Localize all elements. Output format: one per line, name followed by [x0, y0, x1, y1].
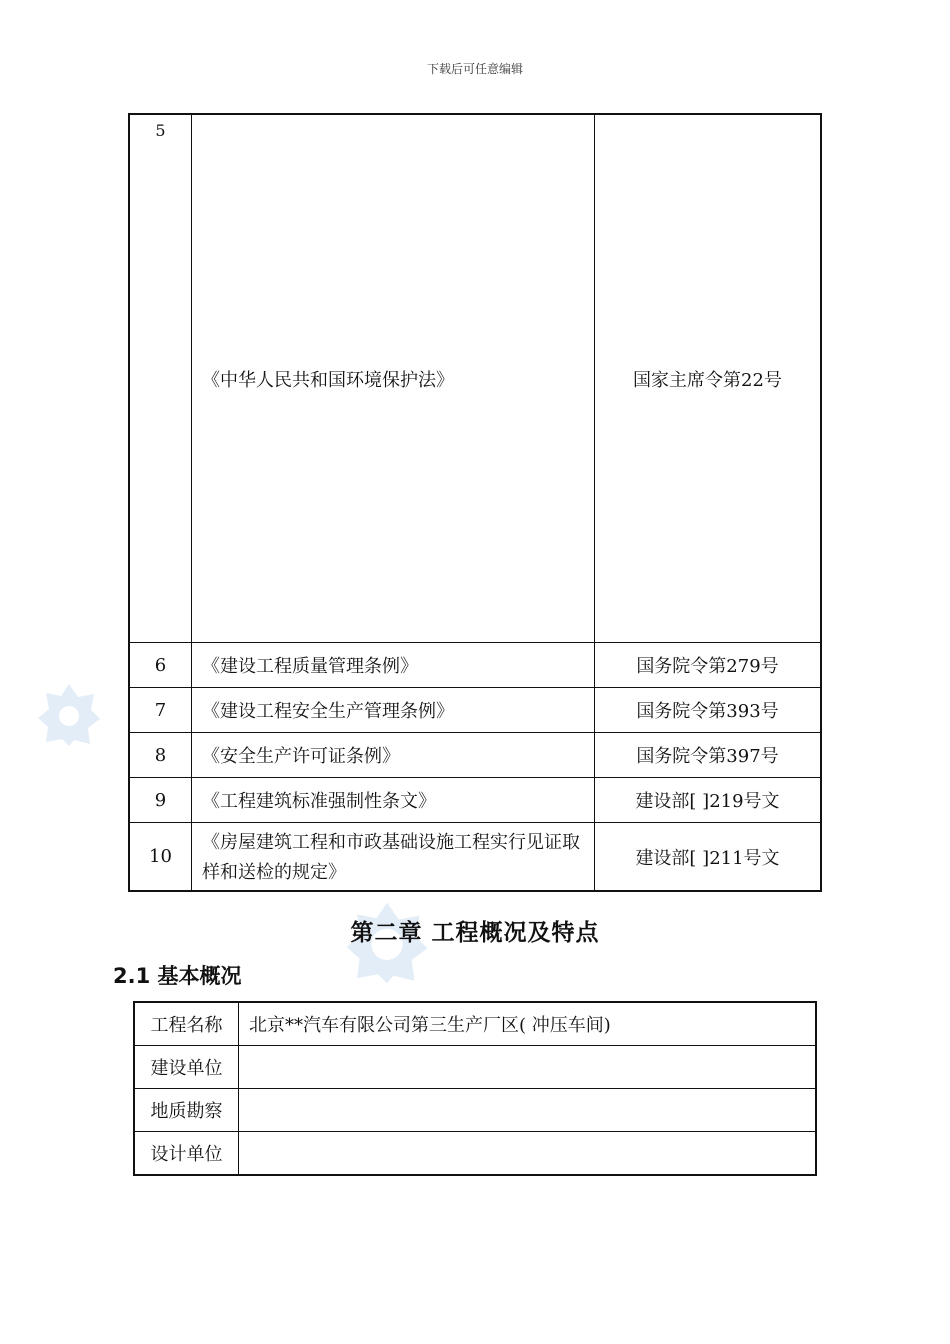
- reg-name: 《中华人民共和国环境保护法》: [192, 114, 595, 643]
- page-header-note: 下载后可任意编辑: [426, 62, 523, 76]
- reg-name: 《安全生产许可证条例》: [192, 733, 595, 778]
- info-value: [239, 1132, 817, 1176]
- reg-reference: 国务院令第393号: [595, 688, 822, 733]
- chapter-title: 第二章 工程概况及特点: [350, 920, 600, 946]
- info-label: 建设单位: [134, 1046, 239, 1089]
- table-row: [129, 688, 821, 733]
- table-row: [129, 643, 821, 688]
- info-value: [239, 1046, 817, 1089]
- regulations-table: [128, 113, 822, 892]
- section-title: 2.1 基本概况: [113, 964, 242, 988]
- info-value: [239, 1089, 817, 1132]
- table-row: [129, 778, 821, 823]
- reg-reference: 建设部[ ]219号文: [595, 778, 822, 823]
- info-label: 设计单位: [134, 1132, 239, 1176]
- table-row: [134, 1132, 816, 1176]
- reg-number: 10: [129, 823, 192, 892]
- table-row: [134, 1089, 816, 1132]
- info-value: 北京**汽车有限公司第三生产厂区( 冲压车间): [239, 1002, 817, 1046]
- reg-number: 5: [129, 114, 192, 643]
- snowflake-logo-icon: [36, 682, 102, 748]
- info-label: 地质勘察: [134, 1089, 239, 1132]
- table-row: [134, 1046, 816, 1089]
- reg-reference: 建设部[ ]211号文: [595, 823, 822, 892]
- reg-name: 《建设工程安全生产管理条例》: [192, 688, 595, 733]
- reg-name: 《工程建筑标准强制性条文》: [192, 778, 595, 823]
- table-row: [129, 733, 821, 778]
- table-row: [129, 823, 821, 892]
- reg-name: 《建设工程质量管理条例》: [192, 643, 595, 688]
- reg-number: 8: [129, 733, 192, 778]
- reg-number: 6: [129, 643, 192, 688]
- table-row: [129, 114, 821, 643]
- reg-reference: 国务院令第279号: [595, 643, 822, 688]
- table-row: [134, 1002, 816, 1046]
- reg-number: 7: [129, 688, 192, 733]
- reg-number: 9: [129, 778, 192, 823]
- project-info-table: [133, 1001, 817, 1176]
- reg-name: 《房屋建筑工程和市政基础设施工程实行见证取样和送检的规定》: [192, 823, 595, 892]
- reg-reference: 国务院令第397号: [595, 733, 822, 778]
- info-label: 工程名称: [134, 1002, 239, 1046]
- reg-reference: 国家主席令第22号: [595, 114, 822, 643]
